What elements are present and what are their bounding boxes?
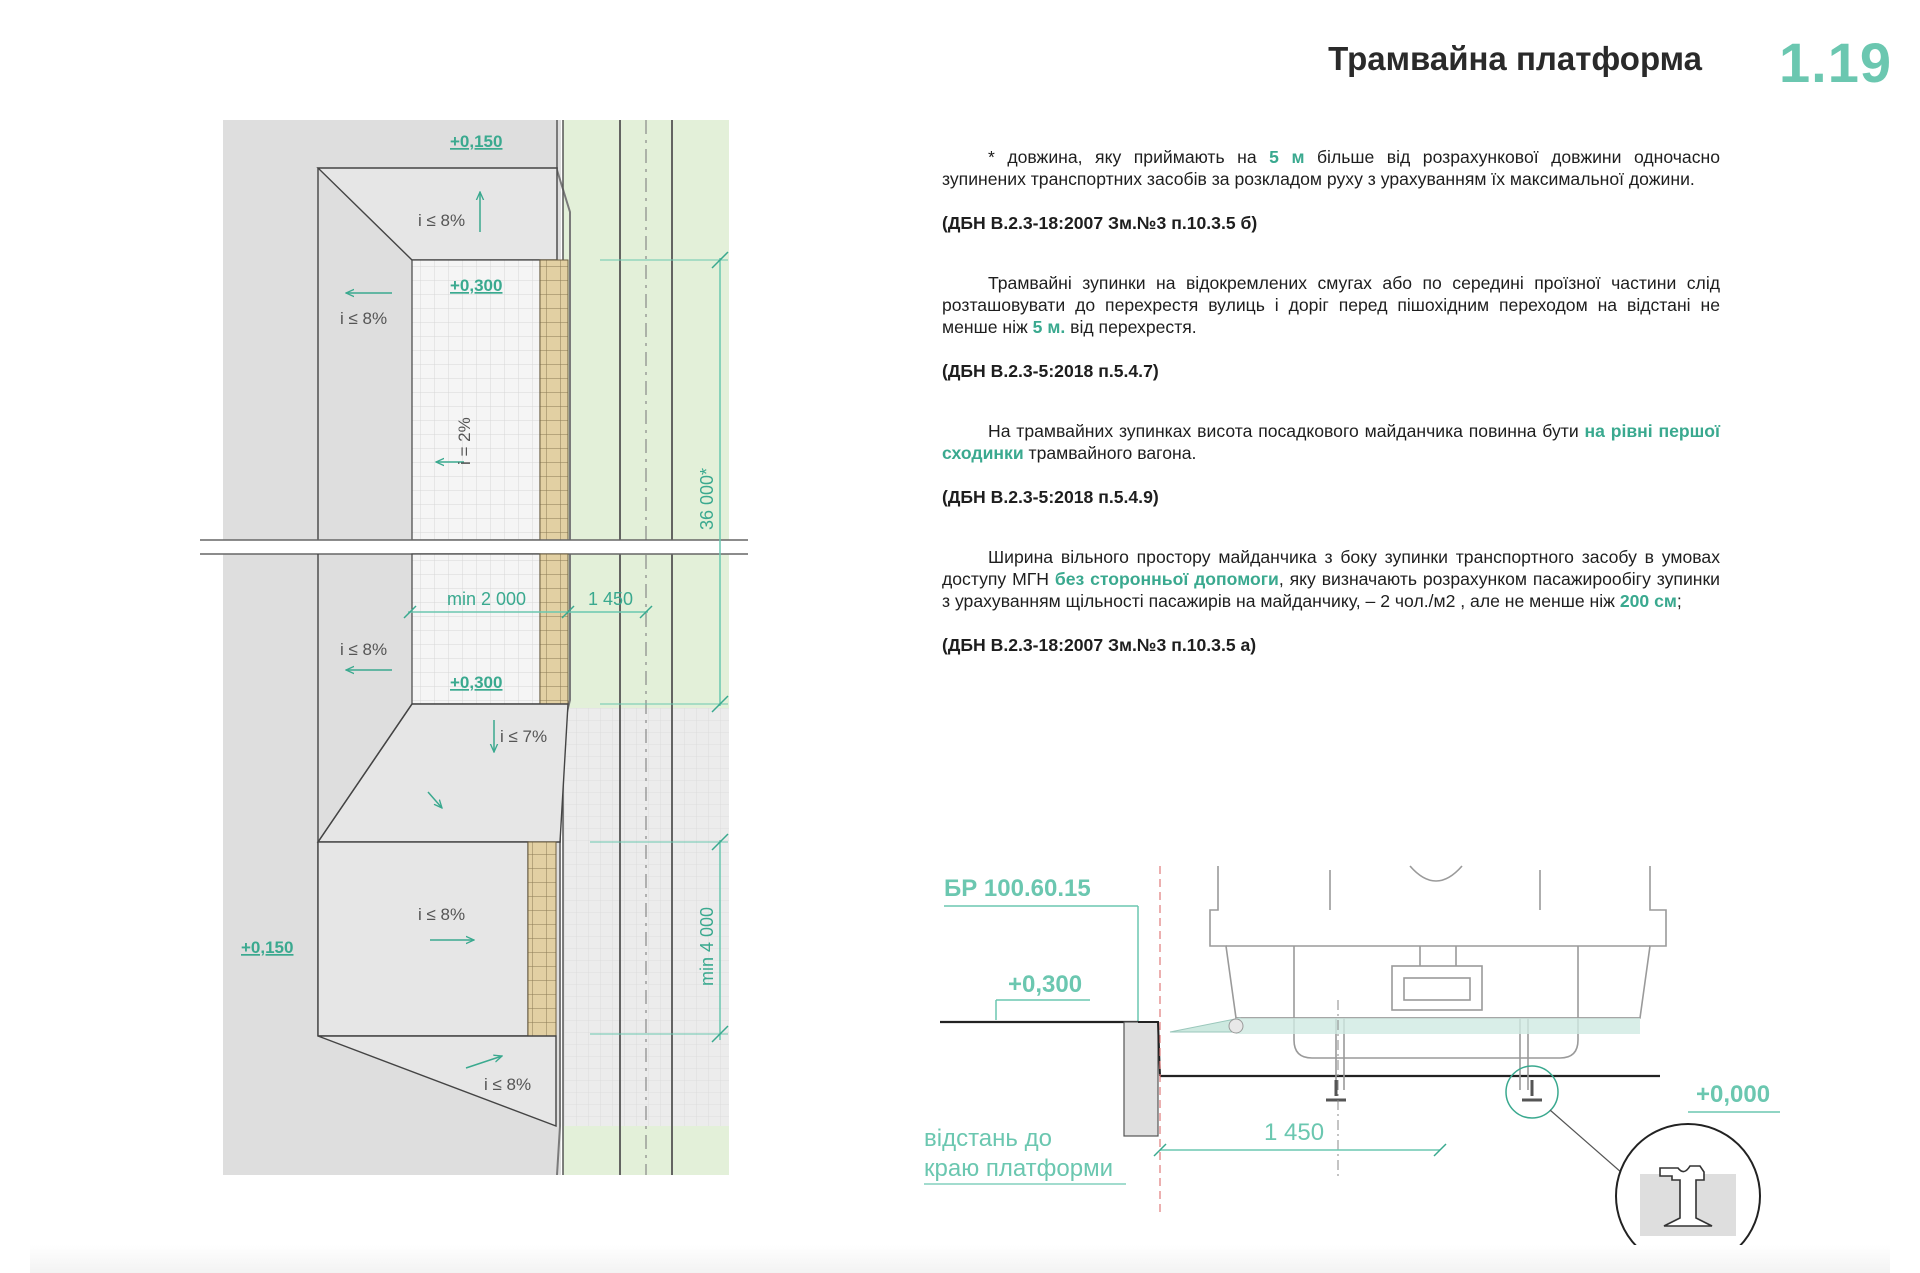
reference: (ДБН В.2.3-5:2018 п.5.4.7): [942, 361, 1159, 381]
dimension-label: 1 450: [588, 589, 634, 609]
lower-block: [318, 842, 528, 1036]
curb-label: БР 100.60.15: [944, 875, 1091, 902]
tram-floor: [1236, 1018, 1640, 1034]
paragraph: Ширина вільного простору майданчика з боку зупинки транспортного засобу в умовах доступу МГН без сторонньої допомоги, яку визначають розрахунком пасажирообігу зупинки з урахуванням щільності пасажирів на майданчику, – 2 чол./м2 , але не менше ніж 200 см;: [942, 547, 1721, 611]
ground-level-label: +0,000: [1696, 1081, 1771, 1108]
slope-label: i ≤ 8%: [340, 640, 388, 659]
text-block: [942, 146, 1720, 656]
tactile-strip-lower: [540, 554, 568, 704]
rail: [1522, 1080, 1542, 1100]
page-number: 1.19: [1779, 31, 1892, 94]
level-label: +0,150: [450, 132, 503, 151]
dimension-label: min 4 000: [697, 906, 717, 986]
tram-step: [1170, 1018, 1240, 1032]
reference: (ДБН В.2.3-5:2018 п.5.4.9): [942, 487, 1159, 507]
level-label: +0,150: [241, 938, 294, 957]
level-label: +0,300: [450, 673, 503, 692]
level-label: +0,300: [450, 276, 503, 295]
distance-value: 1 450: [1264, 1119, 1325, 1146]
tram-body: [1210, 866, 1666, 1090]
slope-label: i ≤ 8%: [418, 211, 466, 230]
slope-label: i = 2%: [455, 417, 474, 465]
distance-label: відстань до: [924, 1125, 1052, 1152]
paragraph: * довжина, яку приймають на 5 м більше від розрахункової довжини одночасно зупинених транспортних засобів за розкладом руху з урахуванням їх максимальної дожини.: [942, 147, 1721, 189]
reference: (ДБН В.2.3-18:2007 Зм.№3 п.10.3.5 б): [942, 213, 1258, 233]
footer-strip: [30, 1245, 1890, 1273]
curb-stone: [1124, 1022, 1158, 1136]
rail-callout: [1506, 1066, 1558, 1118]
platform-level-label: +0,300: [1008, 971, 1083, 998]
distance-label: краю платформи: [924, 1155, 1114, 1182]
page-title: Трамвайна платформа: [1328, 40, 1702, 77]
paragraph: Трамвайні зупинки на відокремлених смугах або по середині проїзної частини слід розташовувати до перехрестя вулиць і доріг перед пішохідним переходом на відстані не менше ніж 5 м. від перехрестя.: [942, 273, 1720, 337]
rail: [1326, 1080, 1346, 1100]
platform-plan-drawing: [0, 0, 760, 1200]
dimension-label: min 2 000: [447, 589, 527, 609]
slope-label: i ≤ 8%: [418, 905, 466, 924]
tactile-strip-upper: [540, 260, 568, 540]
slope-label: i ≤ 8%: [340, 309, 388, 328]
platform-tiles-upper: [412, 260, 540, 540]
paragraph: На трамвайних зупинках висота посадкового майданчика повинна бути на рівні першої сходинки трамвайного вагона.: [942, 421, 1720, 463]
slope-label: i ≤ 8%: [484, 1075, 532, 1094]
reference: (ДБН В.2.3-18:2007 Зм.№3 п.10.3.5 а): [942, 635, 1257, 655]
slope-label: i ≤ 7%: [500, 727, 548, 746]
dimension-label: 36 000*: [697, 467, 717, 530]
tactile-strip-bottom: [528, 842, 556, 1036]
